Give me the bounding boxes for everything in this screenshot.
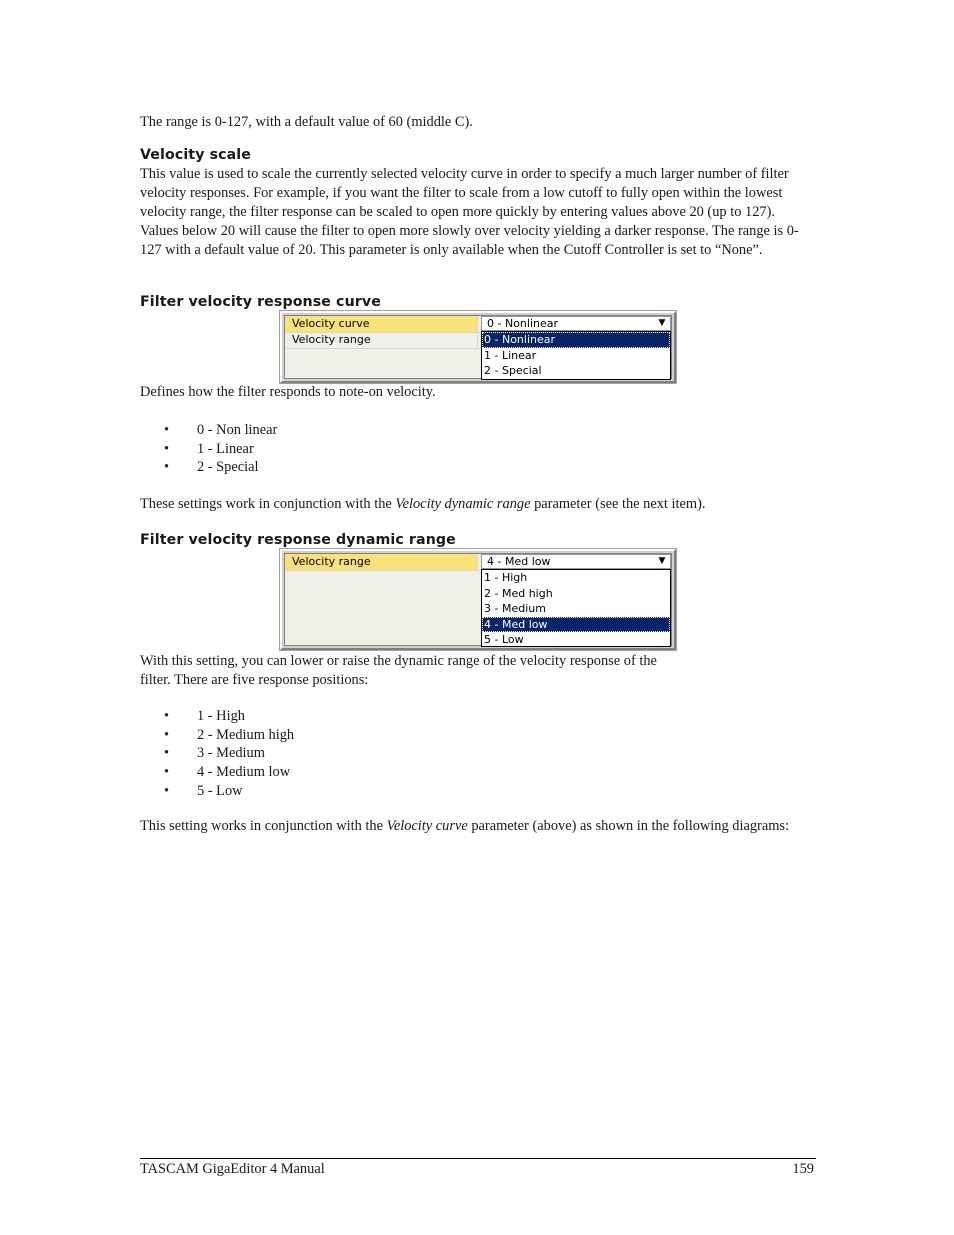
range-description: With this setting, you can lower or raise the dynamic range of the velocity response of the filter. There are five response positions: <box>140 653 657 688</box>
footer-title: TASCAM GigaEditor 4 Manual <box>140 1161 325 1177</box>
bullet-icon: • <box>164 726 170 743</box>
velocity-range-select[interactable] <box>481 554 671 569</box>
note-text: This setting works in conjunction with the <box>140 818 387 834</box>
bullet-icon: • <box>164 440 170 457</box>
footer-divider <box>140 1158 816 1159</box>
list-item-text: 2 - Special <box>197 459 259 476</box>
row-label: Velocity range <box>285 554 478 570</box>
velocity-scale-heading: Velocity scale <box>140 147 251 163</box>
note-text: parameter (see the next item). <box>530 496 706 512</box>
bullet-icon: • <box>164 782 170 799</box>
dropdown-option[interactable]: 5 - Low <box>484 633 524 646</box>
combo-value: 0 - Nonlinear <box>487 317 559 330</box>
note-text: These settings work in conjunction with the <box>140 496 396 512</box>
chevron-down-icon[interactable]: ▼ <box>658 556 666 566</box>
page-number: 159 <box>792 1161 814 1177</box>
dropdown-option[interactable]: 3 - Medium <box>484 602 546 615</box>
range-note <box>140 817 790 836</box>
velocity-range-dialog <box>280 549 676 650</box>
curve-description: Defines how the filter responds to note-on velocity. <box>140 384 436 400</box>
list-item-text: 0 - Non linear <box>197 422 278 438</box>
intro-paragraph: The range is 0-127, with a default value of 60 (middle C). <box>140 114 473 130</box>
dialog-grid <box>284 315 672 379</box>
velocity-curve-dialog <box>280 311 676 383</box>
bullet-icon: • <box>164 459 170 476</box>
bullet-icon: • <box>164 708 170 724</box>
dropdown-option[interactable]: 2 - Med high <box>484 586 553 600</box>
note-text: parameter (above) as shown in the following diagrams: <box>467 818 790 834</box>
bullet-icon: • <box>164 764 170 781</box>
velocity-curve-dropdown-list <box>481 331 671 380</box>
dropdown-option[interactable]: 1 - Linear <box>484 348 537 362</box>
dropdown-option[interactable]: 2 - Special <box>484 364 542 377</box>
row-label: Velocity curve <box>285 316 478 332</box>
note-parameter-name: Velocity curve <box>386 818 468 834</box>
velocity-curve-select[interactable] <box>481 316 671 331</box>
dropdown-option[interactable]: 0 - Nonlinear <box>482 332 670 348</box>
curve-note <box>140 495 820 514</box>
list-item-text: 1 - Linear <box>197 440 254 457</box>
list-item-text: 4 - Medium low <box>197 764 291 781</box>
bullet-icon: • <box>164 422 170 438</box>
row-label: Velocity range <box>285 332 478 348</box>
list-item-text: 2 - Medium high <box>197 726 295 743</box>
chevron-down-icon[interactable]: ▼ <box>658 318 666 328</box>
range-heading: Filter velocity response dynamic range <box>140 532 456 548</box>
curve-heading: Filter velocity response curve <box>140 294 381 310</box>
dropdown-option[interactable]: 4 - Med low <box>482 617 670 633</box>
combo-value: 4 - Med low <box>487 555 551 568</box>
list-item-text: 1 - High <box>197 708 245 724</box>
velocity-scale-paragraph: This value is used to scale the currently selected velocity curve in order to specify a much larger number of filter velocity responses. For example, if you want the filter to scale from a low cutoff to fully open within the lowest velocity range, the filter response can be scaled to open more quickly by entering values above 20 (up to 127). Values below 20 will cause the filter to open more slowly over velocity yielding a darker response. The range is 0-127 with a default value of 20. This parameter is only available when the Cutoff Controller is set to “None”. <box>140 166 799 258</box>
list-item-text: 5 - Low <box>197 782 243 799</box>
note-parameter-name: Velocity dynamic range <box>395 496 531 512</box>
velocity-range-dropdown-list <box>481 569 671 647</box>
dialog-grid <box>284 553 672 646</box>
bullet-icon: • <box>164 745 170 762</box>
list-item-text: 3 - Medium <box>197 745 265 762</box>
dropdown-option[interactable]: 1 - High <box>484 571 528 584</box>
